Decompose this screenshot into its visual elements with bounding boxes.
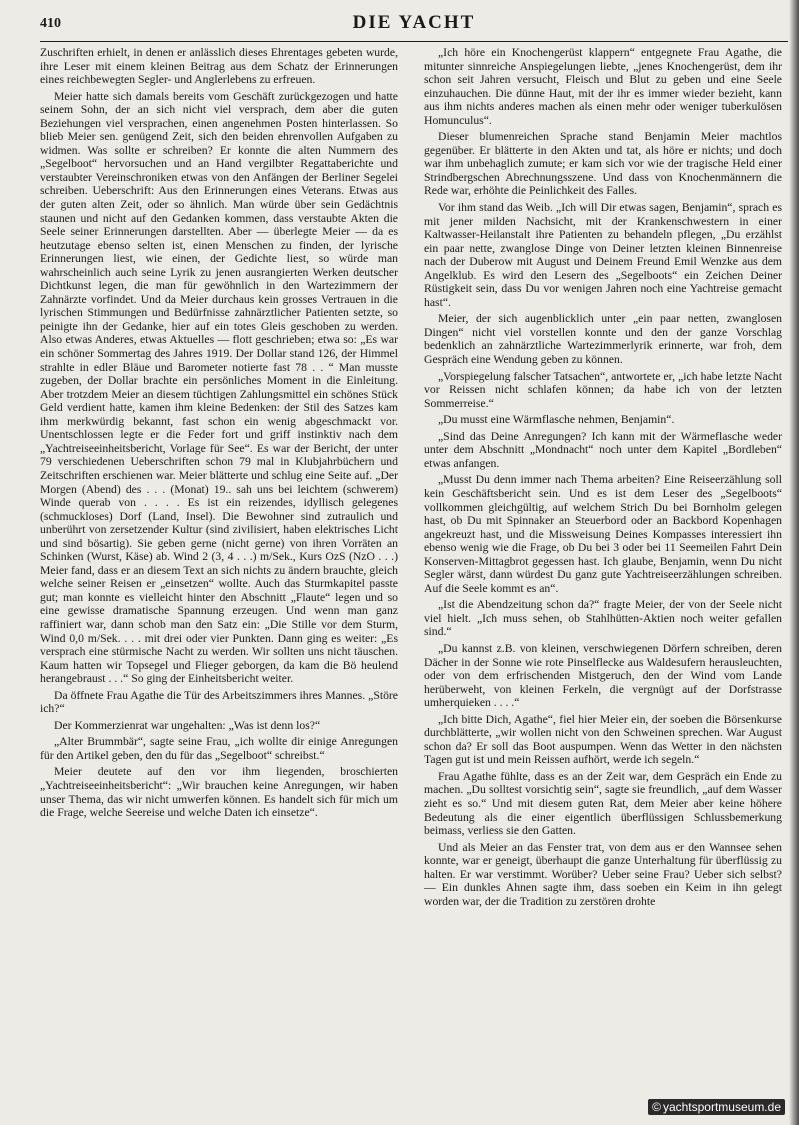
paragraph: Meier deutete auf den vor ihm liegenden, broschierten „Yachtreiseeinheitsbericht“: „Wir brauchen keine Anregungen, wir haben unser Thema, das wir nicht umwerfen können. Es handelt sich für mich um die Frage, welche Seereise und welche Daten ich einsetze“. [40,765,398,820]
paragraph: Zuschriften erhielt, in denen er anlässlich dieses Ehrentages gebeten wurde, ihre Leser mit einem kleinen Beitrag aus dem Schatz der Erinnerungen eines reichbewegten Segler- und Anglerlebens zu erfreuen. [40,46,398,87]
running-title: DIE YACHT [352,12,476,33]
paragraph: „Ich bitte Dich, Agathe“, fiel hier Meier ein, der soeben die Börsenkurse durchblätterte, „wir wollen nicht von den Schweinen sprechen. War August schon da? Er soll das Boot auspumpen. Wenn das Wetter in den nächsten Tagen gut ist und mein Reissen aufhört, werde ich segeln.“ [424,712,782,767]
page-edge-shadow [789,0,799,1125]
left-column [40,46,398,823]
page-number: 410 [40,16,61,31]
header-rule [40,41,788,42]
paragraph: „Sind das Deine Anregungen? Ich kann mit der Wärmeflasche weder unter dem Abschnitt „Mondnacht“ noch unter dem Kapitel „Bordleben“ etwas anfangen. [424,429,782,470]
paragraph: Und als Meier an das Fenster trat, von dem aus er den Wannsee sehen konnte, war er geneigt, überhaupt die ganze Unterhaltung für überflüssig zu halten. Er war verstimmt. Worüber? Ueber seine Frau? Ueber sich selbst? — Ein dunkles Ahnen sagte ihm, dass soeben ein Keim in ihn gelegt worden war, der die Tradition zu zerstören drohte [424,840,782,908]
paragraph: Vor ihm stand das Weib. „Ich will Dir etwas sagen, Benjamin“, sprach es mit jener milden Nachsicht, mit der Krankenschwestern in einer Kaltwasser-Heilanstalt ihre Patienten zu behandeln pflegen, „Du erzählst ein paar nette, zwanglose Dinge von Deiner letzten kleinen Binnenreise nach der Duberow mit August und Deinem Freund Emil Wenzke aus dem Angelklub. Es wird den Lesern des „Segelboots“ ein Zeichen Deiner Rüstigkeit sein, dass Du vor wenigen Jahren noch eine Yachtreise gemacht hast“. [424,201,782,309]
paragraph: Frau Agathe fühlte, dass es an der Zeit war, dem Gespräch ein Ende zu machen. „Du solltest vorsichtig sein“, sagte sie freundlich, „auf dem Wasser zieht es so.“ Und mit diesem guten Rat, dem Meier aber keine höhere Bedeutung als die einer eigentlich überflüssigen Schlussbemerkung beimass, verliess sie den Gatten. [424,769,782,838]
paragraph: Da öffnete Frau Agathe die Tür des Arbeitszimmers ihres Mannes. „Störe ich?“ [40,688,398,716]
watermark [648,1099,785,1115]
paragraph: „Alter Brummbär“, sagte seine Frau, „ich wollte dir einige Anregungen für den Artikel geben, den du für das „Segelboot“ schreibst.“ [40,735,398,762]
paragraph: Der Kommerzienrat war ungehalten: „Was ist denn los?“ [54,718,321,732]
paragraph: „Ich höre ein Knochengerüst klappern“ entgegnete Frau Agathe, die mitunter sinnreiche Anspiegelungen liebte, „jenes Knochengerüst, dem ihr schon seit Jahren versucht, Fleisch und Blut zu geben und eine Seele einzuhauchen. Die dünne Haut, mit der ihr es immer wieder bezieht, kann aus ihm nichts anderes machen als einen mehr oder weniger tuberkulösen Homunculus“. [424,46,782,127]
copyright-icon: © [652,1100,661,1114]
paragraph: „Vorspiegelung falscher Tatsachen“, antwortete er, „ich habe letzte Nacht vor Reissen nicht schlafen können; da habe ich von der letzten Sommerreise.“ [424,369,782,410]
paragraph: „Du kannst z.B. von kleinen, verschwiegenen Dörfern schreiben, deren Dächer in der Sonne wie rote Pinselflecke aus Waldesufern herausleuchten, oder von dem erfrischenden Mistgeruch, den der Wind vom Lande herüberweht, von kleinen Ferkeln, die vergnügt auf der Dorfstrasse umherquieken . . . .“ [424,641,782,710]
paragraph: „Ist die Abendzeitung schon da?“ fragte Meier, der von der Seele nicht viel hielt. „Ich muss sehen, ob Stahlhütten-Aktien noch weiter gefallen sind.“ [424,598,782,639]
paragraph: Dieser blumenreichen Sprache stand Benjamin Meier machtlos gegenüber. Er blätterte in den Akten und tat, als höre er nichts; und doch war ihm unbehaglich zumute; er kam sich vor wie der tragische Held einer Strindbergschen Abrechnungsszene. Und dass von Knochenmännern die Rede war, erhöhte die Peinlichkeit des Falles. [424,130,782,198]
watermark-text: yachtsportmuseum.de [662,1100,781,1114]
paragraph: Meier, der sich augenblicklich unter „ein paar netten, zwanglosen Dingen“ nicht viel vorstellen konnte und den der ganze Vorschlag bedenklich an zahnärztliche Wartezimmerlyrik erinnerte, war froh, dem Gespräch eine Wendung geben zu können. [424,312,782,367]
paragraph: „Du musst eine Wärmflasche nehmen, Benjamin“. [438,413,675,427]
paragraph: Meier hatte sich damals bereits vom Geschäft zurückgezogen und hatte seinem Sohn, der an sich nicht viel versprach, dem aber die guten Beziehungen viel versprachen, einen angenehmen Posten hinterlassen. So blieb Meier sen. genügend Zeit, sich den beiden ehrenvollen Aufgaben zu widmen. Was sollte er schreiben? Er konnte die alten Nummern des „Segelboot“ hervorsuchen und an Hand vergilbter Regattaberichte und verstaubter Vereinschroniken etwas von den Anfängen der Berliner Segelei schreiben. Ueberschrift: Aus den Erinnerungen eines Veterans. Etwas aus der guten alten Zeit, oder so ähnlich. Man würde über sein Gedächtnis staunen und nicht auf den Gedanken kommen, dass verstaubte Akten die Seele seiner Erinnerungen darstellten. Aber — überlegte Meier — da es heutzutage ebenso selten ist, einen Menschen zu finden, der lyrische Erinnerungen liest, wie einen, der Gedichte liest, so würde man wahrscheinlich auch seine Lyrik zu jenen ausrangierten Werken deutscher Dichtkunst legen, die man für gewöhnlich in den Wartezimmern der Zahnärzte vorfindet. Und da Meier durchaus kein grosses Vertrauen in die lyrischen Stimmungen und Bedürfnisse zahnärztlicher Patienten setzte, so peinigte ihn der Gedanke, hier auf ein totes Gleis geschoben zu werden. Also etwas Anderes, etwas Aktuelles — flott geschrieben; etwa so: „Es war ein schöner Sommertag des Jahres 1919. Der Dollar stand 126, der Himmel strahlte in edler Bläue und Barometer notierte fast 78 . . “ Man musste zugeben, der Dollar brachte ein persönliches Moment in die Einleitung. Aber trotzdem Meier an diesem tüchtigen Zahlungsmittel ein schönes Stück Geld verdient hatte, kamen ihm kleine Bedenken: der Stil des Satzes kam ihm merkwürdig bekannt, fast schon ein wenig abgeschmackt vor. Unentschlossen legte er die Feder fort und griff instinktiv nach dem „Yachtreiseeinheitsbericht, Vorlage für See“. Es war der Bericht, der unter 79 verschiedenen Ueberschriften schon 79 mal in Klubjahrbüchern und Zeitschriften erschienen war. Meier blätterte und schlug eine Seite auf. „Der Morgen (Abend) des . . . (Monat) 19.. sah uns bei leichtem (schwerem) Winde querab von . . . . Es ist ein reizendes, idyllisch gelegenes (schmuckloses) Dorf (Land, Insel). Die Bewohner sind zutraulich und unberührt von zersetzender Kultur (sind zivilisiert, haben elektrisches Licht und sind bösartig). Sie geben gerne (nicht gerne) von ihren Vorräten an Schinken (Wurst, Käse) ab. Wind 2 (3, 4 . . .) m/Sek., Kurs OzS (NzO . . .) Meier fand, dass er an diesem Text an sich nichts zu ändern brauchte, gleich welche seiner Reisen er „einsetzen“ wollte. Auch das Sturmkapitel passte gut; man konnte es vielleicht hinter den Abschnitt „Flaute“ legen und so eine gewisse dramatische Spannung erzeugen. Und wenn man ganz raffiniert war, dann schob man den Satz ein: „Die Stille vor dem Sturm, Wind 0,0 m/Sek. . . . mit drei oder vier Punkten. Dann ging es weiter: „Es versprach eine stürmische Nacht zu werden. Wir sollten uns nicht täuschen. Kaum hatten wir Topsegel und Flieger geborgen, da kam die Bö heulend herangebraust . . .“ So ging der Einheitsbericht weiter. [40,89,398,686]
page-header [40,14,788,38]
paragraph: „Musst Du denn immer nach Thema arbeiten? Eine Reiseerzählung soll kein Geschäftsbericht sein. Und es ist dem Leser des „Segelboots“ vollkommen gleichgültig, auf welchem Strich Du bei Bornholm gelegen hast, ob Du mit Spinnaker an Steuerbord oder an Backbord Kopenhagen angekreuzt hast, und die Missweisung Deines Kompasses interessiert ihn ebenso wenig wie die Frage, ob Du bei 3 oder bei 11 Seemeilen Fahrt Dein Konserven-Mittagbrot gegessen hast. Ich glaube, Benjamin, wenn Du nicht Segler wärst, dann würdest Du ganz gute Yachtreiseerzählungen schreiben. Auf die Seele kommt es an“. [424,473,782,595]
right-column [424,46,782,911]
